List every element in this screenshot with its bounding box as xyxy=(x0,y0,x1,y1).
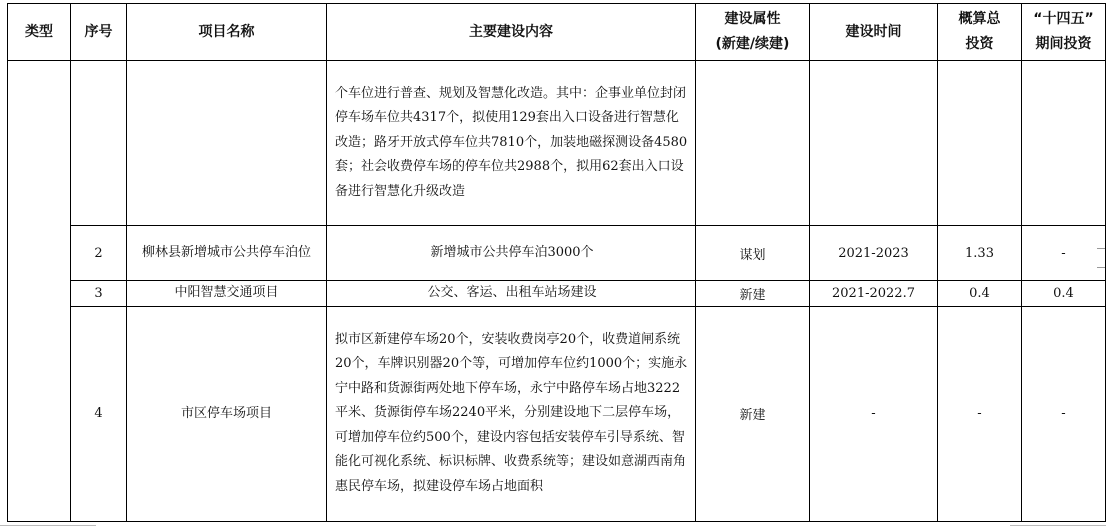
page-edge-mark xyxy=(1097,248,1105,249)
index-cell xyxy=(71,61,127,226)
content-cell: 个车位进行普查、规划及智慧化改造。其中：企事业单位封闭停车场车位共4317个，拟使用129套出入口设备进行智慧化改造；路牙开放式停车位共7810个，加装地磁探测设备4580套；社会收费停车场的停车位共2988个，拟用62套出入口设备进行智慧化升级改造 xyxy=(327,61,696,226)
header-content: 主要建设内容 xyxy=(327,4,696,61)
fyp-cell: - xyxy=(1022,306,1106,521)
header-attribute-line2: (新建/续建) xyxy=(715,36,790,52)
index-cell: 2 xyxy=(71,226,127,281)
fyp-cell: - xyxy=(1022,226,1106,281)
header-project-name: 项目名称 xyxy=(127,4,327,61)
header-fyp-investment xyxy=(1022,4,1106,61)
header-period: 建设时间 xyxy=(810,4,938,61)
page-edge-mark xyxy=(1097,267,1105,268)
project-name-cell: 中阳智慧交通项目 xyxy=(127,281,327,307)
page-bottom-mark xyxy=(1010,525,1106,526)
header-budget-line2: 投资 xyxy=(965,36,994,52)
header-attribute xyxy=(696,4,810,61)
project-name-cell: 市区停车场项目 xyxy=(127,306,327,521)
header-category: 类型 xyxy=(8,4,71,61)
header-fyp-line1: “十四五” xyxy=(1033,11,1094,27)
header-row xyxy=(8,4,1106,61)
attribute-cell xyxy=(696,61,810,226)
header-budget-line1: 概算总 xyxy=(958,11,1001,27)
table-row xyxy=(8,61,1106,226)
header-attribute-line1: 建设属性 xyxy=(724,11,781,27)
attribute-cell: 新建 xyxy=(696,281,810,307)
header-budget xyxy=(938,4,1022,61)
table-row xyxy=(8,306,1106,521)
project-table xyxy=(7,3,1106,522)
period-cell: 2021-2022.7 xyxy=(810,281,938,307)
period-cell: - xyxy=(810,306,938,521)
period-cell xyxy=(810,61,938,226)
budget-cell: 1.33 xyxy=(938,226,1022,281)
fyp-cell: 0.4 xyxy=(1022,281,1106,307)
index-cell: 3 xyxy=(71,281,127,307)
table-row xyxy=(8,226,1106,281)
period-cell: 2021-2023 xyxy=(810,226,938,281)
budget-cell: 0.4 xyxy=(938,281,1022,307)
budget-cell: - xyxy=(938,306,1022,521)
attribute-cell: 新建 xyxy=(696,306,810,521)
project-name-cell: 柳林县新增城市公共停车泊位 xyxy=(127,226,327,281)
category-cell xyxy=(8,61,71,522)
content-cell: 公交、客运、出租车站场建设 xyxy=(327,281,696,307)
attribute-cell: 谋划 xyxy=(696,226,810,281)
budget-cell xyxy=(938,61,1022,226)
index-cell: 4 xyxy=(71,306,127,521)
header-fyp-line2: 期间投资 xyxy=(1035,36,1092,52)
content-cell: 新增城市公共停车泊3000个 xyxy=(327,226,696,281)
page-bottom-mark xyxy=(0,525,96,526)
content-cell: 拟市区新建停车场20个，安装收费岗亭20个，收费道闸系统20个，车牌识别器20个等，可增加停车位约1000个；实施永宁中路和货源街两处地下停车场，永宁中路停车场占地3222平米、货源街停车场2240平米，分别建设地下二层停车场，可增加停车位约500个，建设内容包括安装停车引导系统、智能化可视化系统、标识标牌、收费系统等；建设如意湖西南角惠民停车场，拟建设停车场占地面积 xyxy=(327,306,696,521)
project-name-cell xyxy=(127,61,327,226)
fyp-cell xyxy=(1022,61,1106,226)
header-index: 序号 xyxy=(71,4,127,61)
table-row xyxy=(8,281,1106,307)
